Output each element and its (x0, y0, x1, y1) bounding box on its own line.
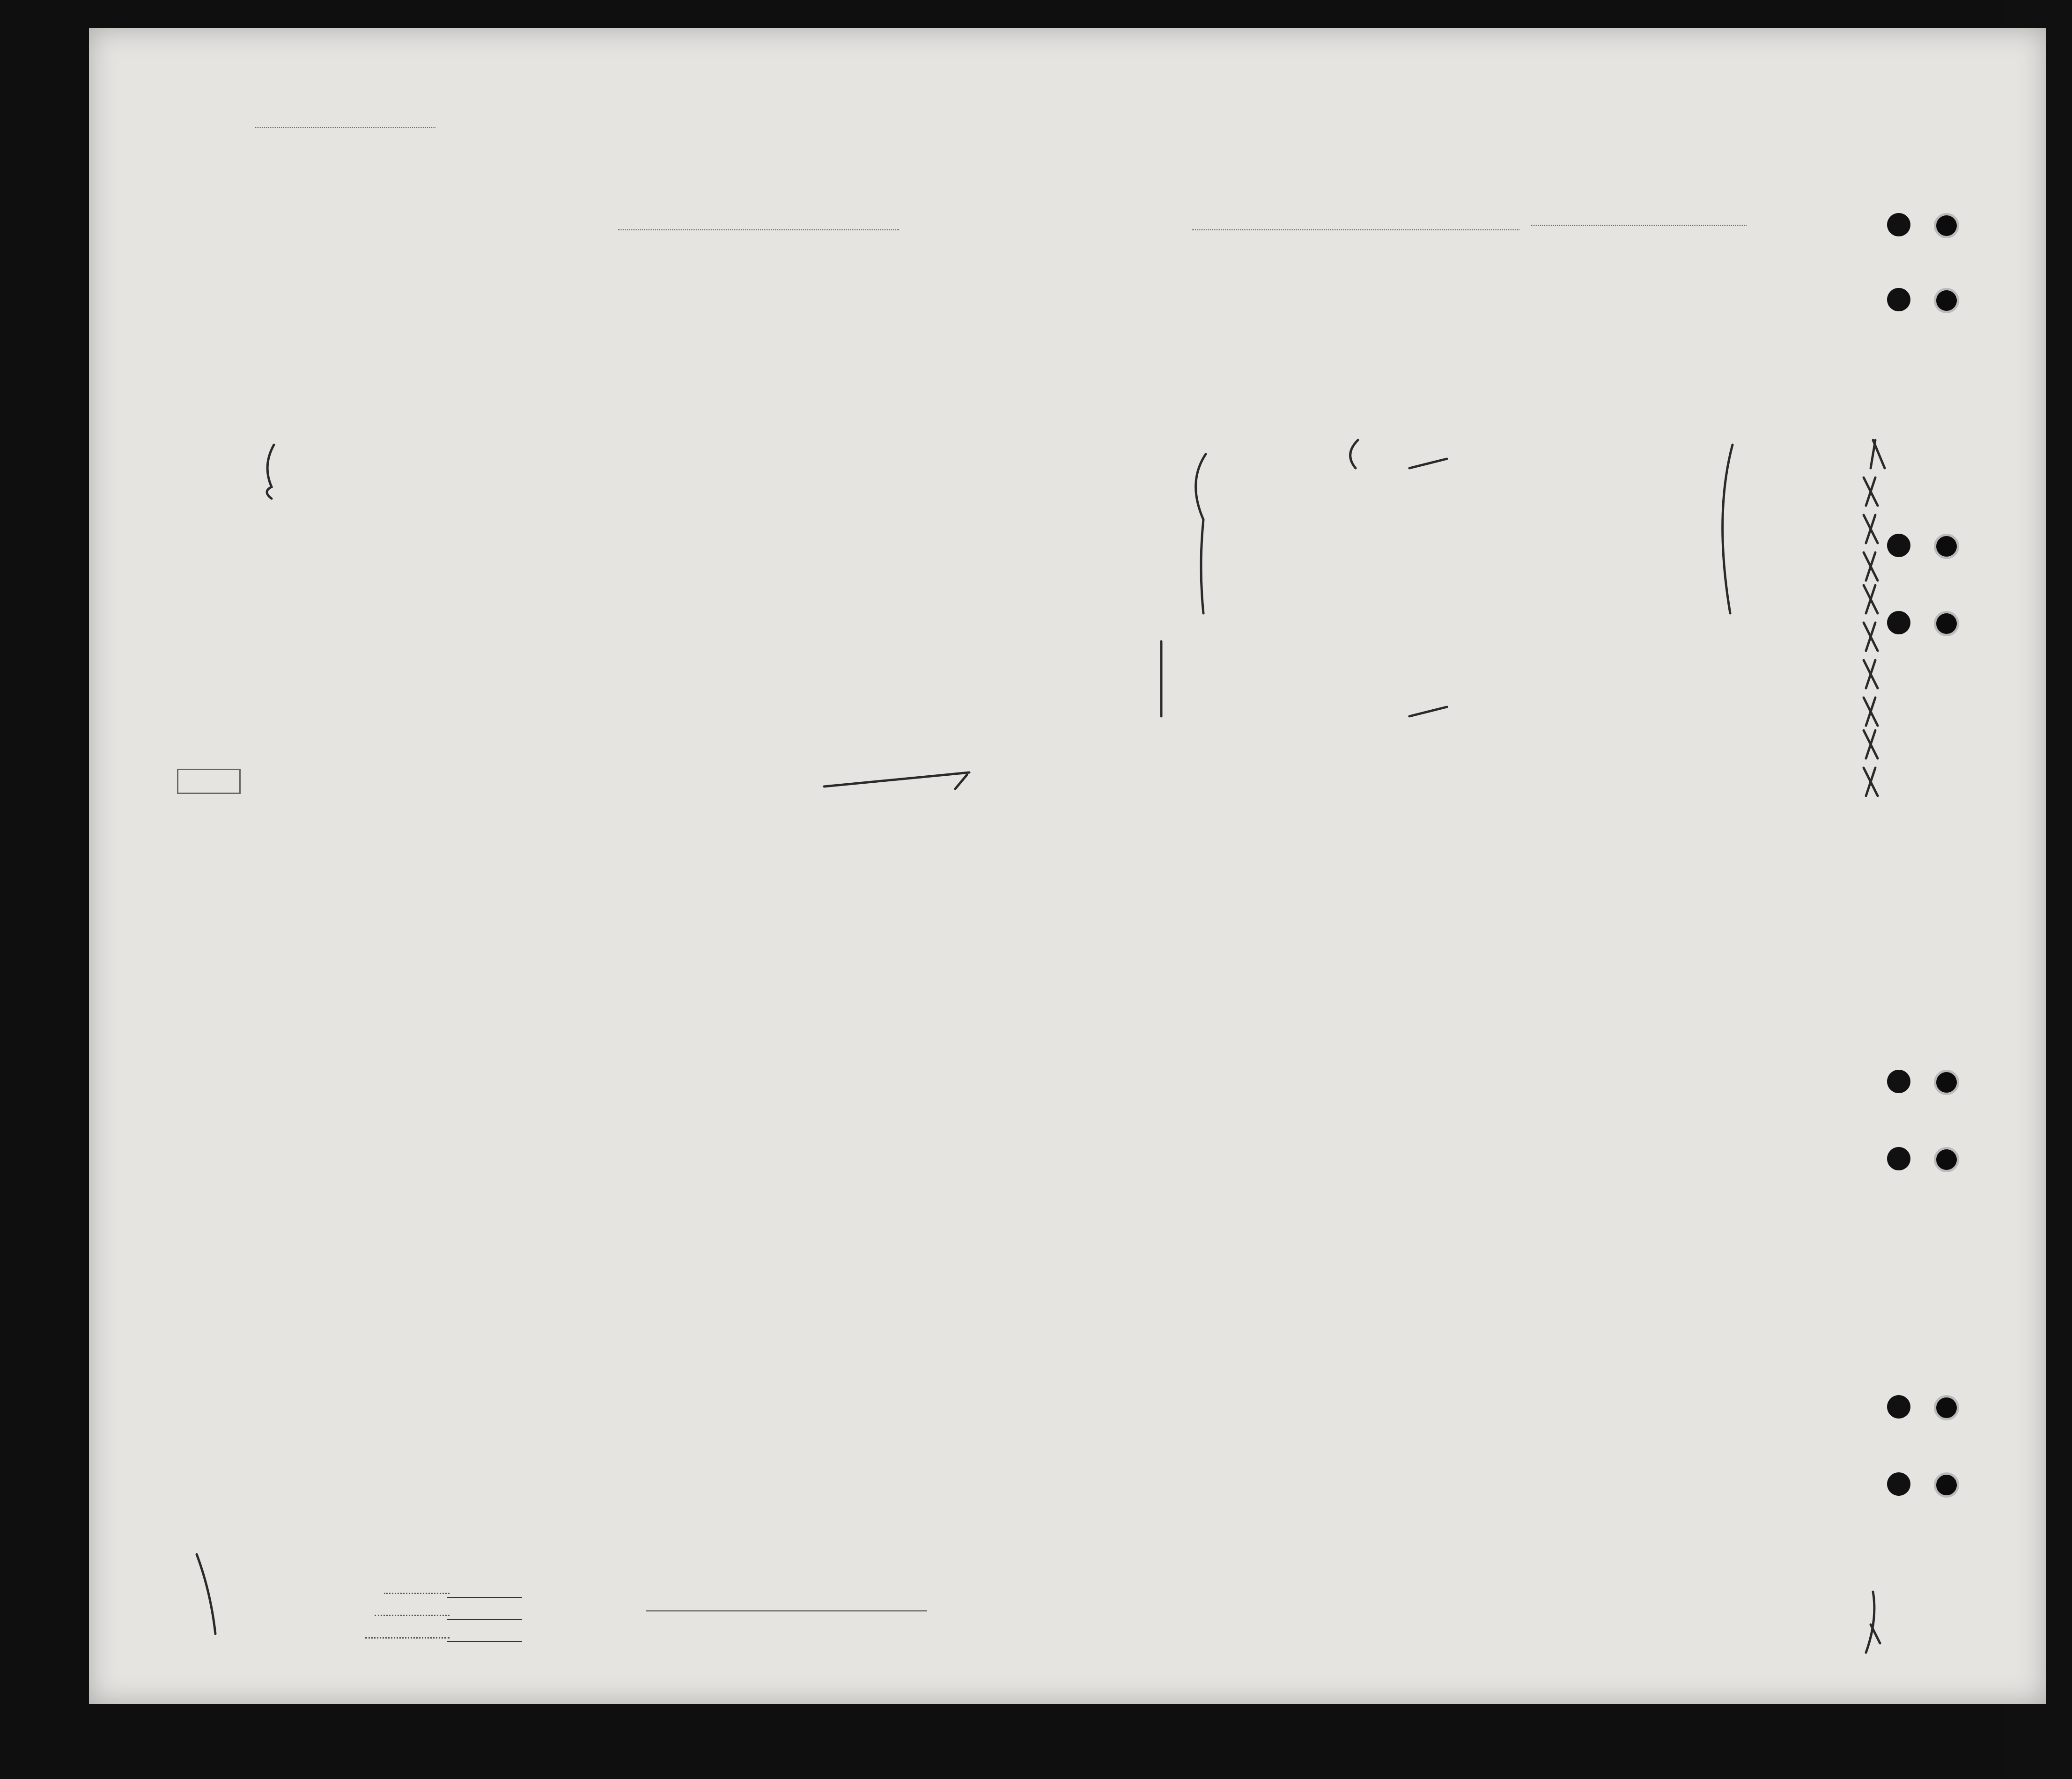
citizen-underline-mark (824, 772, 969, 787)
brace-mark (1350, 440, 1358, 468)
row-x-mark (1864, 660, 1878, 688)
row-x-mark (1864, 730, 1878, 758)
row-x-mark (1864, 515, 1878, 543)
margin-stroke (197, 1554, 215, 1634)
row-x-mark (1864, 585, 1878, 613)
row-x-mark (1864, 698, 1878, 726)
row-x-mark (1864, 768, 1878, 796)
tick-mark (1409, 459, 1447, 468)
row-x-mark (1864, 478, 1878, 506)
row-x-mark (1864, 552, 1878, 581)
residence-bracket (1723, 445, 1733, 613)
brace-mark (267, 445, 274, 499)
margin-x-mark (1866, 1592, 1880, 1653)
tick-mark (955, 775, 967, 789)
brace-mark (1196, 454, 1206, 613)
tick-mark (1409, 707, 1447, 716)
row-x-mark (1864, 623, 1878, 651)
row-x-mark (1871, 440, 1885, 468)
